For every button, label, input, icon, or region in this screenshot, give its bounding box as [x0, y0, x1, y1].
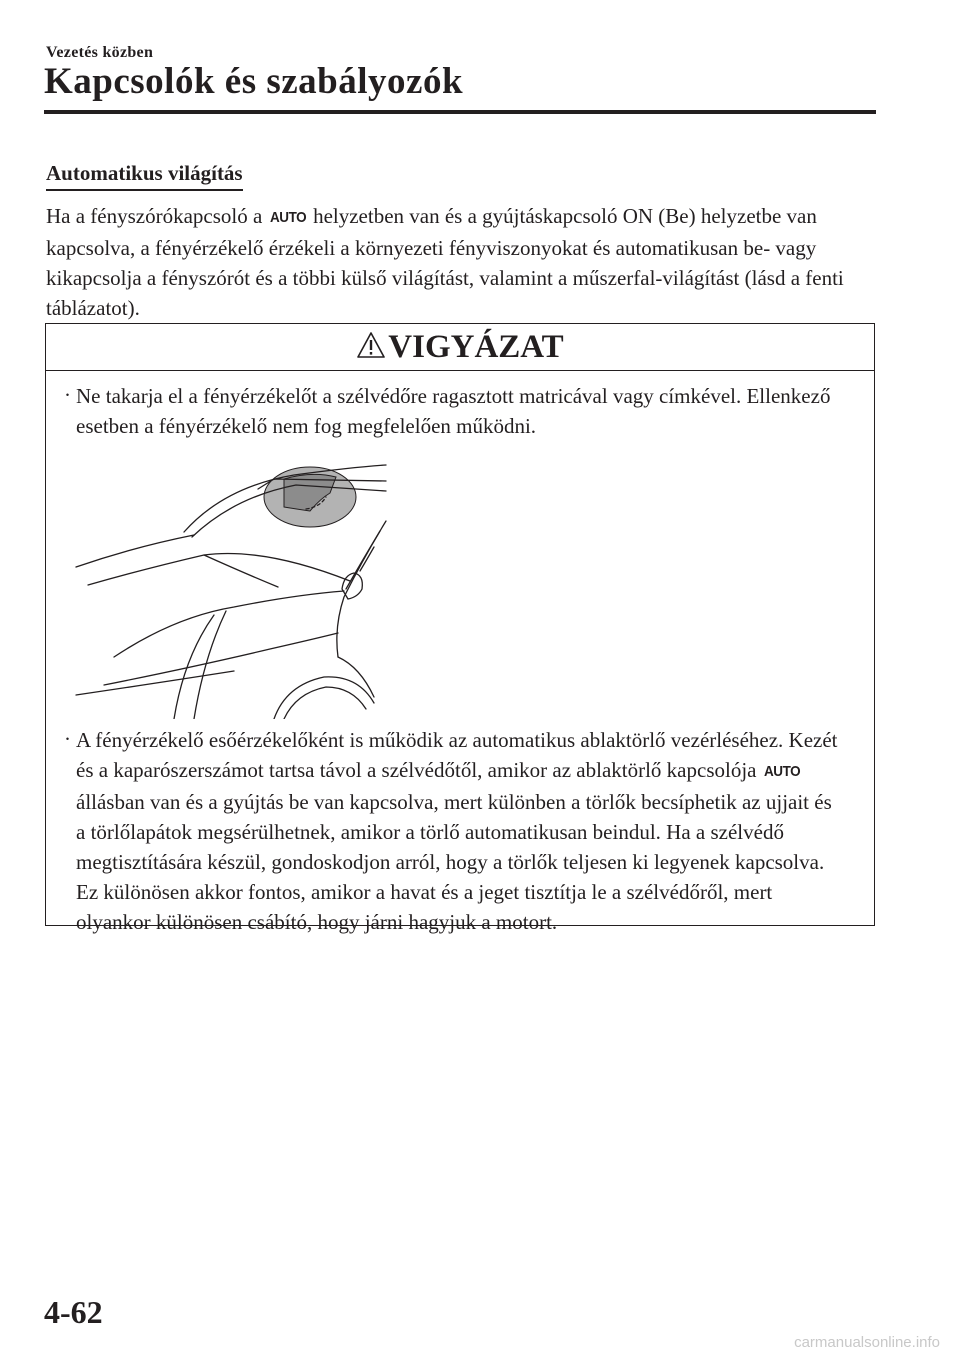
title-rule: [44, 110, 876, 114]
windshield-light-sensor-illustration: [74, 457, 394, 719]
section-label: Vezetés közben: [46, 44, 154, 61]
warning-triangle-icon: [356, 331, 386, 359]
subheading: Automatikus világítás: [46, 161, 243, 191]
caution-bullet-1: [64, 381, 846, 441]
caution-box: [45, 323, 875, 934]
bullet-marker: ·: [64, 383, 71, 407]
caution-bullet-2-text-1: A fényérzékelő esőérzékelőként is működik az automatikus ablaktörlő vezérléséhez. Kezét és a kaparószerszámot tartsa távol a szélvédőtől, amikor az ablaktörlő kapcsolója: [76, 728, 838, 782]
caution-header: [46, 324, 874, 371]
page-number: 4-62: [44, 1294, 103, 1330]
intro-text-2: helyzetben van és a gyújtáskapcsoló ON (Be) helyzetbe van kapcsolva, a fényérzékelő érzékeli a környezeti fényviszonyokat és automatikusan be- vagy kikapcsolja a fényszórót és a többi külső világítást, valamint a műszerfal-világítást (lásd a fenti táblázatot).: [46, 204, 844, 320]
caution-bullet-1-text: Ne takarja el a fényérzékelőt a szélvédőre ragasztott matricával vagy címkével. Ellenkező esetben a fényérzékelő nem fog megfelelően működni.: [76, 384, 831, 438]
auto-badge: AUTO: [269, 209, 306, 226]
watermark: carmanualsonline.info: [794, 1334, 940, 1351]
caution-bullet-2: [64, 725, 846, 937]
caution-bullet-2-text-2: állásban van és a gyújtás be van kapcsolva, mert különben a törlők becsíphetik az ujjait és a törlőlapátok megsérülhetnek, amikor a törlő automatikusan beindul. Ha a szélvédő megtisztítására készül, gondoskodjon arról, hogy a törlők teljesen ki legyenek kapcsolva. Ez különösen akkor fontos, amikor a havat és a jeget tisztítja le a szélvédőről, mert olyankor különösen csábító, hogy járni hagyjuk a motort.: [76, 790, 832, 934]
auto-badge: AUTO: [763, 763, 800, 780]
bullet-marker: ·: [64, 727, 71, 751]
page-title: Kapcsolók és szabályozók: [44, 61, 464, 102]
caution-title: VIGYÁZAT: [388, 328, 564, 365]
intro-text-1: Ha a fényszórókapcsoló a: [46, 204, 268, 228]
intro-paragraph: [46, 201, 876, 323]
